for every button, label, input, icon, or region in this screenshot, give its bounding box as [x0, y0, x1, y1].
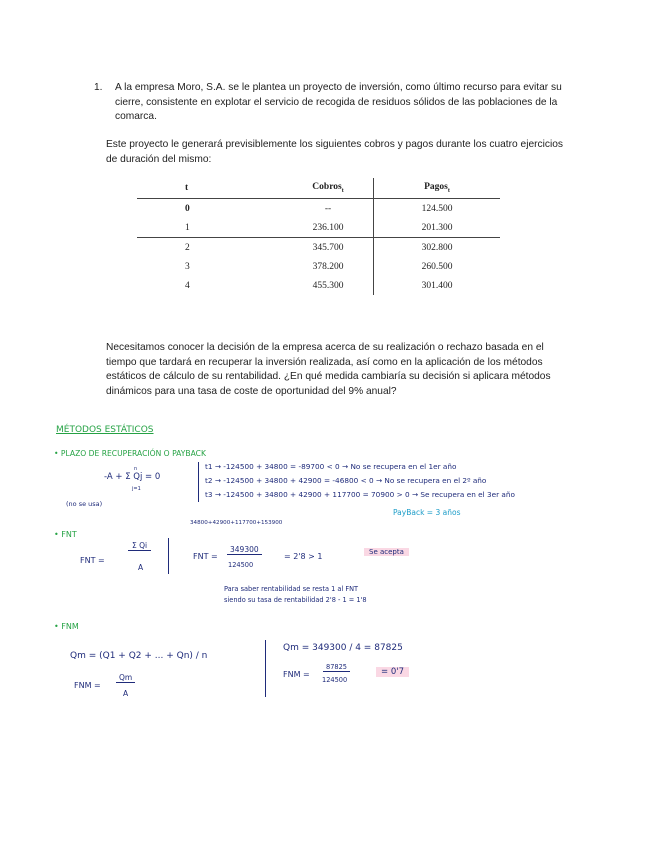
table-row: 1 236.100 201.300 [137, 218, 500, 238]
fnt-sum-detail: 34800+42900+117700+153900 [190, 520, 283, 526]
payback-formula: -A + Σ Qj = 0 [104, 472, 161, 482]
fnt-calc-result: = 2'8 > 1 [284, 552, 323, 561]
notes-title: MÉTODOS ESTÁTICOS [56, 425, 154, 435]
payback-heading: • PLAZO DE RECUPERACIÓN O PAYBACK [54, 449, 206, 458]
question-paragraph-task: Necesitamos conocer la decisión de la empresa acerca de su realización o rechazo basada en el tiempo que tardará en recuperar la inversión realizada, así como en la aplicación de los métodos estáticos de cálculo de su rentabilidad. ¿En qué medida cambiaría su decisión si aplicara métodos dinámicos para una tasa de coste de oportunidad del 9% anual? [106, 342, 551, 397]
header-pagos: Pagos$_t$ [374, 178, 501, 199]
fnm-calc2-num: 87825 [323, 663, 350, 672]
divider-line [265, 640, 266, 697]
fnt-note-1: Para saber rentabilidad se resta 1 al FNT [224, 585, 359, 593]
payback-line-1: t1 → -124500 + 34800 = -89700 < 0 → No se recupera en el 1er año [205, 462, 457, 471]
payback-line-3: t3 → -124500 + 34800 + 42900 + 117700 = 70900 > 0 → Se recupera en el 3er año [205, 490, 515, 499]
fnt-formula-num: Σ Qi [128, 541, 151, 551]
fnt-calc-den: 124500 [228, 561, 254, 569]
fnt-note-2: siendo su tasa de rentabilidad 2'8 - 1 = 1'8 [224, 596, 367, 604]
fnm-calc2-den: 124500 [322, 676, 348, 684]
fnm-heading: • FNM [54, 622, 79, 631]
header-cobros: Cobros$_t$ [283, 178, 374, 199]
fnt-heading: • FNT [54, 530, 77, 539]
table-row: 2 345.700 302.800 [137, 238, 500, 258]
fnm-calc2-result: = 0'7 [376, 667, 409, 677]
payback-result: PayBack = 3 años [393, 508, 461, 517]
question-paragraph-intro: A la empresa Moro, S.A. se le plantea un proyecto de inversión, como último recurso para evitar su cierre, consistente en explotar el servicio de recogida de residuos sólidos de las poblaciones de la comarca. [115, 82, 562, 123]
table-row: 3 378.200 260.500 [137, 257, 500, 276]
cashflow-table [137, 178, 500, 295]
divider-line [198, 462, 199, 502]
question-number: 1. [94, 82, 103, 93]
fnt-formula-lhs: FNT = [80, 556, 105, 565]
fnt-formula-den: A [138, 563, 144, 572]
fnm-calc2-lhs: FNM = [283, 670, 310, 679]
payback-note: (no se usa) [66, 500, 103, 508]
fnt-calc-lhs: FNT = [193, 552, 218, 561]
table-row: 4 455.300 301.400 [137, 276, 500, 295]
fnt-calc-num: 349300 [227, 545, 262, 555]
payback-formula-index: j=1 [132, 486, 141, 492]
fnm-formula: Qm = (Q1 + Q2 + ... + Qn) / n [70, 651, 208, 661]
divider-line [168, 538, 169, 574]
table-row: 0 -- 124.500 [137, 199, 500, 219]
payback-line-2: t2 → -124500 + 34800 + 42900 = -46800 < 0 → No se recupera en el 2º año [205, 476, 487, 485]
fnm-calc-1: Qm = 349300 / 4 = 87825 [283, 643, 403, 653]
fnm-formula2-lhs: FNM = [74, 681, 101, 690]
fnm-formula2-num: Qm [116, 673, 135, 683]
fnt-decision: Se acepta [364, 548, 409, 556]
header-t: t [137, 178, 283, 199]
question-paragraph-table-intro: Este proyecto le generará previsiblemente los siguientes cobros y pagos durante los cuatro ejercicios de duración del mismo: [106, 139, 563, 165]
fnm-formula2-den: A [123, 689, 129, 698]
payback-formula-top: n [134, 466, 138, 472]
